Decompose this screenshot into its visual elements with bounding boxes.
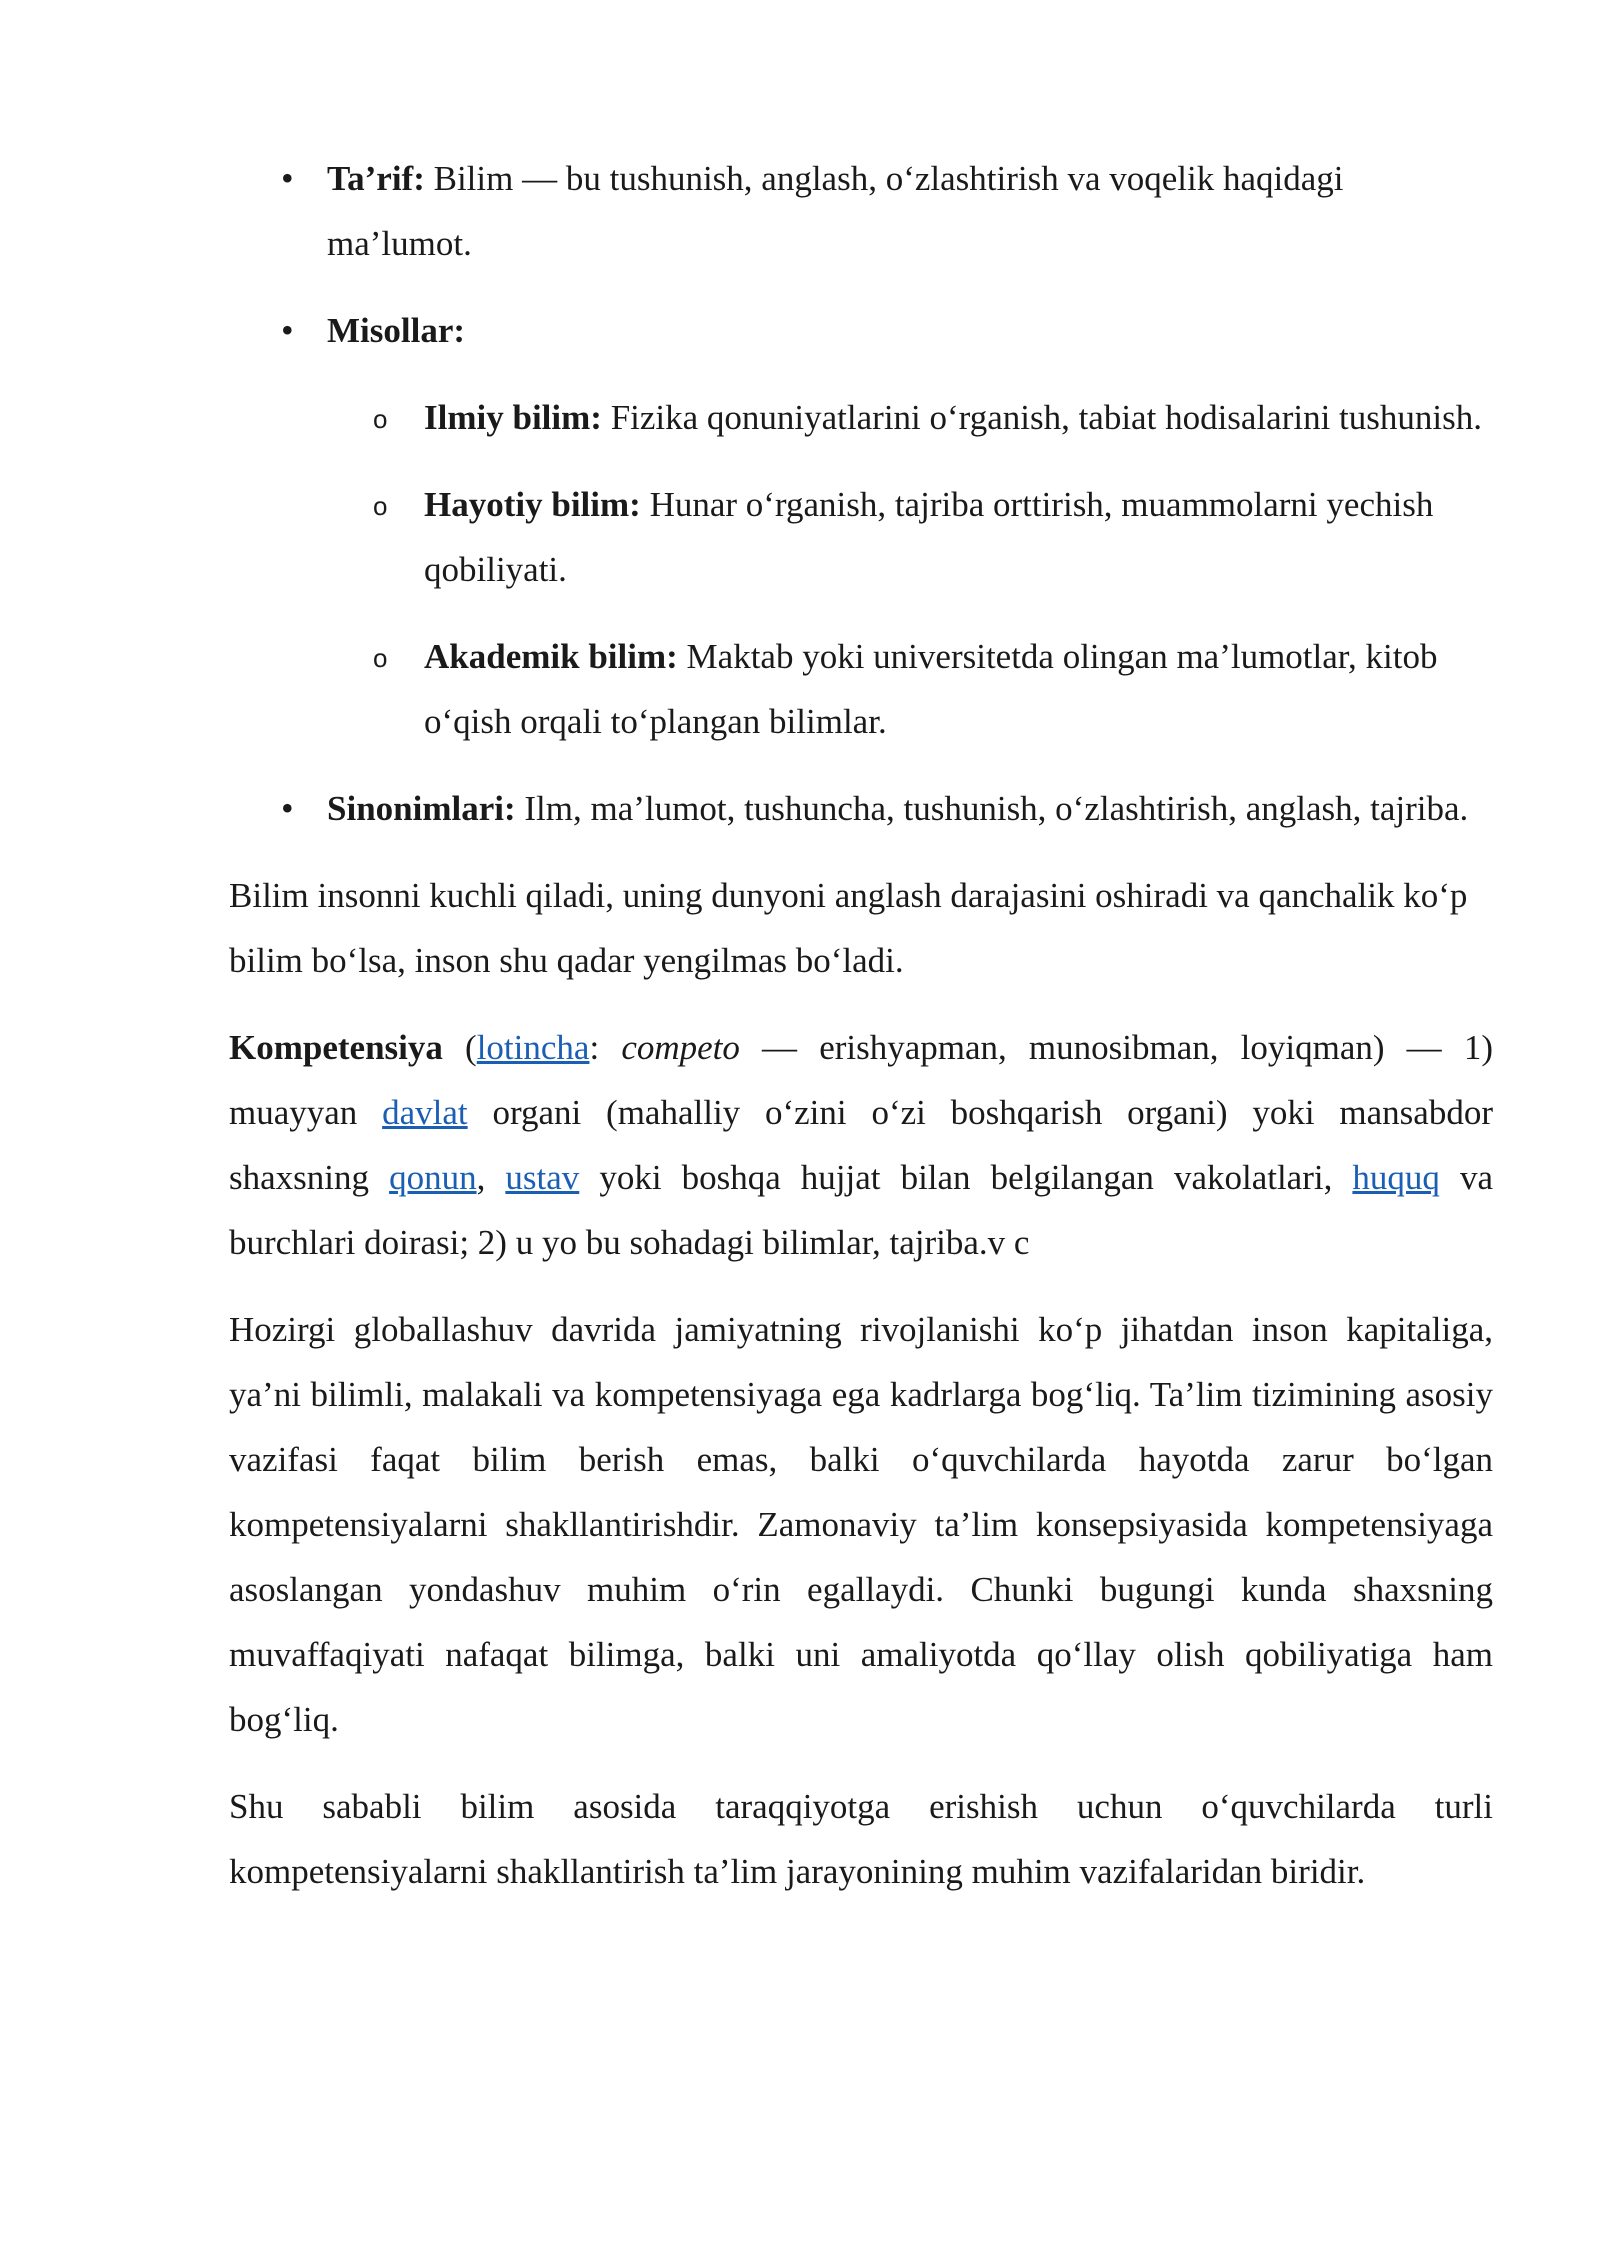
link-ustav[interactable]: ustav [505, 1158, 580, 1197]
text-fragment: yoki boshqa hujjat bilan belgilangan vakolatlari, [579, 1158, 1353, 1197]
list-item-sinonimlari [229, 776, 1493, 841]
term-label: Hayotiy bilim: [424, 485, 641, 524]
link-lotincha[interactable]: lotincha [476, 1028, 590, 1067]
circle-bullet-icon: o [373, 643, 388, 673]
document-body [229, 146, 1493, 1926]
list-item-akademik-bilim [327, 624, 1493, 754]
term-label: Sinonimlari: [327, 789, 516, 828]
circle-bullet-icon: o [373, 491, 388, 521]
definition-list [229, 146, 1493, 841]
text-fragment: , [476, 1158, 506, 1197]
term-label: Ta’rif: [327, 159, 425, 198]
text-fragment: : [589, 1028, 622, 1067]
definition-text: Bilim — bu tushunish, anglash, o‘zlashtirish va voqelik haqidagi ma’lumot. [327, 159, 1344, 263]
latin-word: competo [621, 1028, 740, 1067]
paragraph-kompetensiya [229, 1015, 1493, 1275]
example-text: Maktab yoki universitetda olingan ma’lumotlar, kitob o‘qish orqali to‘plangan bilimlar. [424, 637, 1438, 741]
example-text: Fizika qonuniyatlarini o‘rganish, tabiat hodisalarini tushunish. [601, 398, 1482, 437]
bullet-icon: • [281, 788, 294, 828]
examples-list [327, 385, 1493, 754]
term-label: Ilmiy bilim: [424, 398, 602, 437]
link-qonun[interactable]: qonun [389, 1158, 477, 1197]
list-item-tarif [229, 146, 1493, 276]
bullet-icon: • [281, 158, 294, 198]
circle-bullet-icon: o [373, 404, 388, 434]
example-text: Hunar o‘rganish, tajriba orttirish, muammolarni yechish qobiliyati. [424, 485, 1434, 589]
paragraph-globallashuv: Hozirgi globallashuv davrida jamiyatning rivojlanishi ko‘p jihatdan inson kapitaliga, ya’ni bilimli, malakali va kompetensiyaga ega kadrlarga bog‘liq. Ta’lim tizimining asosiy vazifasi faqat bilim berish emas, balki o‘quvchilarda hayotda zarur bo‘lgan kompetensiyalarni shakllantirishdir. Zamonaviy ta’lim konsepsiyasida kompetensiyaga asoslangan yondashuv muhim o‘rin egallaydi. Chunki bugungi kunda shaxsning muvaffaqiyati nafaqat bilimga, balki uni amaliyotda qo‘llay olish qobiliyatiga ham bog‘liq. [229, 1310, 1493, 1739]
paragraph-bilim: Bilim insonni kuchli qiladi, uning dunyoni anglash darajasini oshiradi va qanchalik ko‘p bilim bo‘lsa, inson shu qadar yengilmas bo‘ladi. [229, 876, 1468, 980]
link-davlat[interactable]: davlat [382, 1093, 468, 1132]
bullet-icon: • [281, 310, 294, 350]
term-label: Kompetensiya [229, 1028, 443, 1067]
text-fragment: organi (mahalliy o‘zini o‘zi boshqarish organi) yoki mansabdor shaxsning [229, 1093, 1493, 1197]
term-label: Akademik bilim: [424, 637, 678, 676]
text-fragment: ( [442, 1028, 477, 1067]
term-label: Misollar: [327, 311, 466, 350]
list-item-hayotiy-bilim [327, 472, 1493, 602]
link-huquq[interactable]: huquq [1352, 1158, 1440, 1197]
text-fragment: va burchlari doirasi; 2) u yo bu sohadagi bilimlar, tajriba.v c [229, 1158, 1493, 1262]
paragraph-xulosa: Shu sababli bilim asosida taraqqiyotga erishish uchun o‘quvchilarda turli kompetensiyalarni shakllantirish ta’lim jarayonining muhim vazifalaridan biridir. [229, 1787, 1493, 1891]
synonyms-text: Ilm, ma’lumot, tushuncha, tushunish, o‘zlashtirish, anglash, tajriba. [515, 789, 1469, 828]
list-item-ilmiy-bilim [327, 385, 1493, 450]
list-item-misollar [229, 298, 1493, 754]
text-fragment: — erishyapman, munosibman, loyiqman) — 1) muayyan [229, 1028, 1493, 1132]
